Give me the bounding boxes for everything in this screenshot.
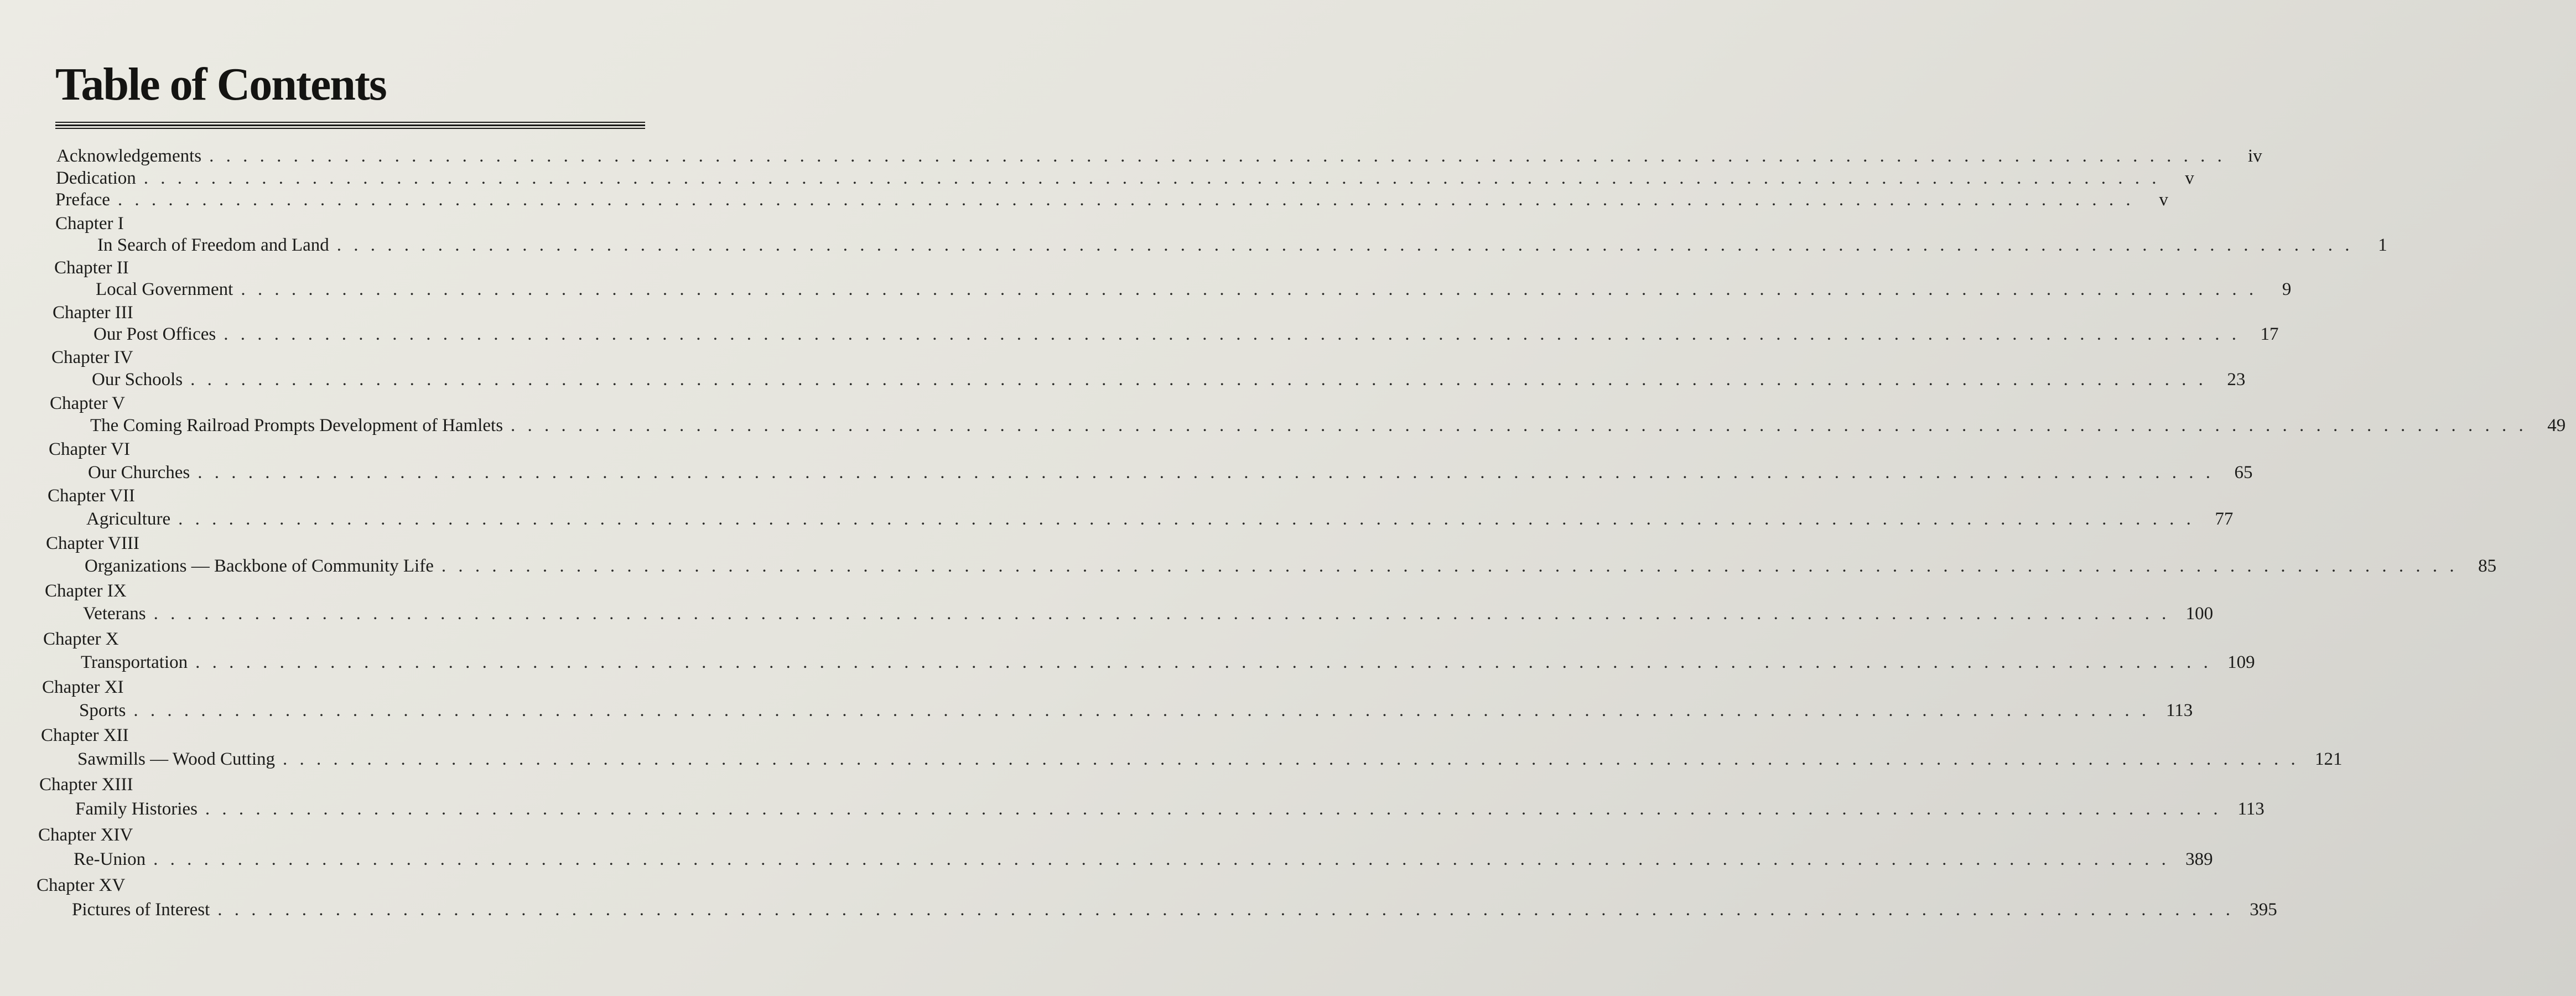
dot-leader: . . . . . . . . . . . . . . . . . . . . . . . . . . . . . . . . . . . . . . . . . . . . . . . . . . . . . . . . . . . . . . . . . . . . . . . . . . . . . . . . . . . . . . . . . . . . . . . . . . . . . . . . . . . . . . . . . . . . . . . . <box>217 900 2235 920</box>
entry-title: Sports <box>79 701 126 720</box>
toc-entry <box>88 461 2253 484</box>
dot-leader: . . . . . . . . . . . . . . . . . . . . . . . . . . . . . . . . . . . . . . . . . . . . . . . . . . . . . . . . . . . . . . . . . . . . . . . . . . . . . . . . . . . . . . . . . . . . . . . . . . . . . . . . . . . . . . . . . . . . . . . . <box>117 190 2134 210</box>
toc-entry <box>86 508 2234 530</box>
toc-entry <box>74 848 2213 870</box>
toc-entry <box>96 278 2292 300</box>
entry-title: In Search of Freedom and Land <box>97 235 329 255</box>
dot-leader: . . . . . . . . . . . . . . . . . . . . . . . . . . . . . . . . . . . . . . . . . . . . . . . . . . . . . . . . . . . . . . . . . . . . . . . . . . . . . . . . . . . . . . . . . . . . . . . . . . . . . . . . . . . . . . . . . . . . . . . . <box>195 652 2212 672</box>
page-number: v <box>2159 190 2168 210</box>
entry-title: Veterans <box>83 604 146 624</box>
toc-entry <box>75 798 2265 820</box>
title-rule <box>55 122 645 129</box>
dot-leader: . . . . . . . . . . . . . . . . . . . . . . . . . . . . . . . . . . . . . . . . . . . . . . . . . . . . . . . . . . . . . . . . . . . . . . . . . . . . . . . . . . . . . . . . . . . . . . . . . . . . . . . . . . . . . . . . . . . . . . . . <box>153 604 2170 624</box>
page-number: 23 <box>2227 370 2246 390</box>
dot-leader: . . . . . . . . . . . . . . . . . . . . . . . . . . . . . . . . . . . . . . . . . . . . . . . . . . . . . . . . . . . . . . . . . . . . . . . . . . . . . . . . . . . . . . . . . . . . . . . . . . . . . . . . . . . . . . . . . . . . . . . . <box>178 509 2195 529</box>
dot-leader: . . . . . . . . . . . . . . . . . . . . . . . . . . . . . . . . . . . . . . . . . . . . . . . . . . . . . . . . . . . . . . . . . . . . . . . . . . . . . . . . . . . . . . . . . . . . . . . . . . . . . . . . . . . . . . . . . . . . . . . . <box>198 463 2214 483</box>
toc-entry <box>55 189 2168 211</box>
dot-leader: . . . . . . . . . . . . . . . . . . . . . . . . . . . . . . . . . . . . . . . . . . . . . . . . . . . . . . . . . . . . . . . . . . . . . . . . . . . . . . . . . . . . . . . . . . . . . . . . . . . . . . . . . . . . . . . . . . . . . . . . <box>511 416 2527 435</box>
page-number: 121 <box>2315 749 2343 769</box>
page-number: 85 <box>2478 556 2497 576</box>
entry-title: Our Schools <box>92 370 183 390</box>
toc-entry <box>72 899 2277 921</box>
toc-entry <box>81 651 2255 673</box>
page-number: iv <box>2248 146 2262 166</box>
page-number: 113 <box>2237 799 2265 819</box>
toc-entry <box>90 414 2566 437</box>
chapter-heading: Chapter VI <box>49 439 130 459</box>
page-number: 389 <box>2185 849 2213 869</box>
chapter-heading: Chapter IX <box>45 581 127 601</box>
toc-entry <box>85 555 2497 577</box>
dot-leader: . . . . . . . . . . . . . . . . . . . . . . . . . . . . . . . . . . . . . . . . . . . . . . . . . . . . . . . . . . . . . . . . . . . . . . . . . . . . . . . . . . . . . . . . . . . . . . . . . . . . . . . . . . . . . . . . . . . . . . . . <box>190 370 2207 390</box>
entry-title: Local Government <box>96 279 233 299</box>
dot-leader: . . . . . . . . . . . . . . . . . . . . . . . . . . . . . . . . . . . . . . . . . . . . . . . . . . . . . . . . . . . . . . . . . . . . . . . . . . . . . . . . . . . . . . . . . . . . . . . . . . . . . . . . . . . . . . . . . . . . . . . . <box>336 235 2354 255</box>
page-title: Table of Contents <box>55 59 386 110</box>
page-number: 109 <box>2227 652 2255 672</box>
page-number: 1 <box>2378 235 2387 255</box>
dot-leader: . . . . . . . . . . . . . . . . . . . . . . . . . . . . . . . . . . . . . . . . . . . . . . . . . . . . . . . . . . . . . . . . . . . . . . . . . . . . . . . . . . . . . . . . . . . . . . . . . . . . . . . . . . . . . . . . . . . . . . . . <box>143 168 2160 188</box>
page-number: 395 <box>2250 900 2277 920</box>
chapter-heading: Chapter I <box>55 214 124 234</box>
dot-leader: . . . . . . . . . . . . . . . . . . . . . . . . . . . . . . . . . . . . . . . . . . . . . . . . . . . . . . . . . . . . . . . . . . . . . . . . . . . . . . . . . . . . . . . . . . . . . . . . . . . . . . . . . . . . . . . . . . . . . . . . <box>441 556 2458 576</box>
page-number: 100 <box>2185 604 2214 624</box>
chapter-heading: Chapter III <box>53 303 133 323</box>
entry-title: Agriculture <box>86 509 171 529</box>
entry-title: Preface <box>55 190 110 210</box>
page-number: 77 <box>2215 509 2234 529</box>
entry-title: The Coming Railroad Prompts Development of Hamlets <box>90 416 503 435</box>
entry-title: Family Histories <box>75 799 198 819</box>
toc-entry <box>83 603 2214 625</box>
chapter-heading: Chapter V <box>50 393 125 413</box>
chapter-heading: Chapter XIII <box>39 775 133 795</box>
chapter-heading: Chapter X <box>43 629 119 649</box>
dot-leader: . . . . . . . . . . . . . . . . . . . . . . . . . . . . . . . . . . . . . . . . . . . . . . . . . . . . . . . . . . . . . . . . . . . . . . . . . . . . . . . . . . . . . . . . . . . . . . . . . . . . . . . . . . . . . . . . . . . . . . . . <box>153 849 2170 869</box>
page-number: 49 <box>2547 416 2566 435</box>
toc-entry <box>97 234 2387 256</box>
chapter-heading: Chapter II <box>54 258 129 278</box>
chapter-heading: Chapter XIV <box>38 825 133 845</box>
dot-leader: . . . . . . . . . . . . . . . . . . . . . . . . . . . . . . . . . . . . . . . . . . . . . . . . . . . . . . . . . . . . . . . . . . . . . . . . . . . . . . . . . . . . . . . . . . . . . . . . . . . . . . . . . . . . . . . . . . . . . . . . <box>205 799 2222 819</box>
toc-entry <box>94 323 2279 345</box>
page-number: 113 <box>2165 701 2193 720</box>
chapter-heading: Chapter XV <box>37 875 126 895</box>
toc-entry <box>56 145 2262 167</box>
chapter-heading: Chapter IV <box>51 347 133 367</box>
toc-entry <box>77 748 2343 770</box>
chapter-heading: Chapter XII <box>41 725 129 745</box>
entry-title: Re-Union <box>74 849 146 869</box>
toc-entry <box>79 699 2193 722</box>
chapter-heading: Chapter VII <box>48 486 135 506</box>
entry-title: Dedication <box>56 168 136 188</box>
toc-entry <box>92 369 2246 391</box>
chapter-heading: Chapter VIII <box>46 533 139 553</box>
entry-title: Pictures of Interest <box>72 900 210 920</box>
dot-leader: . . . . . . . . . . . . . . . . . . . . . . . . . . . . . . . . . . . . . . . . . . . . . . . . . . . . . . . . . . . . . . . . . . . . . . . . . . . . . . . . . . . . . . . . . . . . . . . . . . . . . . . . . . . . . . . . . . . . . . . . <box>241 279 2258 299</box>
dot-leader: . . . . . . . . . . . . . . . . . . . . . . . . . . . . . . . . . . . . . . . . . . . . . . . . . . . . . . . . . . . . . . . . . . . . . . . . . . . . . . . . . . . . . . . . . . . . . . . . . . . . . . . . . . . . . . . . . . . . . . . . <box>209 146 2226 166</box>
entry-title: Our Churches <box>88 463 190 483</box>
dot-leader: . . . . . . . . . . . . . . . . . . . . . . . . . . . . . . . . . . . . . . . . . . . . . . . . . . . . . . . . . . . . . . . . . . . . . . . . . . . . . . . . . . . . . . . . . . . . . . . . . . . . . . . . . . . . . . . . . . . . . . . . <box>283 749 2299 769</box>
toc-entry <box>56 167 2194 189</box>
entry-title: Sawmills — Wood Cutting <box>77 749 276 769</box>
chapter-heading: Chapter XI <box>42 677 124 697</box>
entry-title: Transportation <box>81 652 188 672</box>
dot-leader: . . . . . . . . . . . . . . . . . . . . . . . . . . . . . . . . . . . . . . . . . . . . . . . . . . . . . . . . . . . . . . . . . . . . . . . . . . . . . . . . . . . . . . . . . . . . . . . . . . . . . . . . . . . . . . . . . . . . . . . . <box>224 324 2240 344</box>
page-number: 65 <box>2234 463 2253 483</box>
dot-leader: . . . . . . . . . . . . . . . . . . . . . . . . . . . . . . . . . . . . . . . . . . . . . . . . . . . . . . . . . . . . . . . . . . . . . . . . . . . . . . . . . . . . . . . . . . . . . . . . . . . . . . . . . . . . . . . . . . . . . . . . <box>133 701 2151 720</box>
entry-title: Organizations — Backbone of Community Life <box>85 556 434 576</box>
page-number: 17 <box>2260 324 2279 344</box>
entry-title: Acknowledgements <box>56 146 202 166</box>
entry-title: Our Post Offices <box>94 324 216 344</box>
page-number: 9 <box>2282 279 2292 299</box>
page-number: v <box>2185 168 2194 188</box>
